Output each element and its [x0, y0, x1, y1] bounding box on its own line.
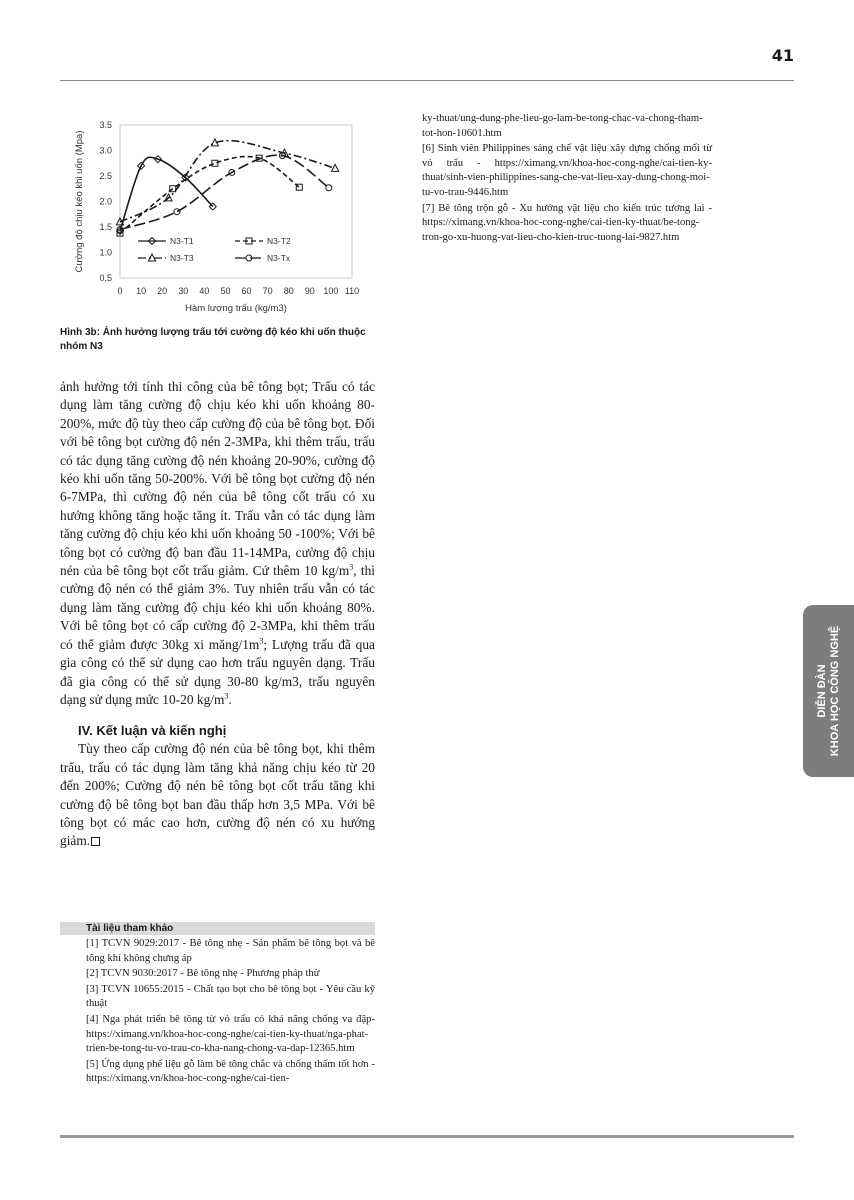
x-tick-label: 40: [199, 286, 210, 296]
references-heading: Tài liệu tham khảo: [60, 922, 375, 935]
x-tick-label: 60: [241, 286, 252, 296]
x-tick-label: 110: [344, 286, 360, 296]
x-tick-label: 20: [157, 286, 168, 296]
x-tick-label: 0: [117, 286, 123, 296]
legend-entry: [235, 253, 291, 263]
y-axis-label: Cường độ chịu kéo khi uốn (Mpa): [74, 130, 85, 273]
plot-area-frame: [120, 125, 352, 278]
text-run: ảnh hưởng tới tính thi công của bê tông bọt; Trấu có tác dụng làm tăng cường độ chịu kéo khi uốn khoảng 80-200%, mức độ tùy theo cấp cường độ của bê tông bọt. Đối với bê tông bọt cường độ nén 2-3MPa, khi thêm trấu, trấu có tác dụng tăng cường độ nén khoảng 20-90%, cường độ kéo khi uốn tăng 50-200%. Với bê tông bọt cường độ nén 6-7MPa, thì cường độ nén của bê tông cốt trấu có xu hướng không tăng hoặc tăng ít. Trấu vẫn có tác dụng làm tăng cường độ chịu kéo khi uốn khoảng 50 -100%; Với bê tông bọt có cường độ ban đầu 11-14MPa, cường độ chịu nén của bê tông bọt cốt trấu giảm. Cứ thêm 10 kg/m: [60, 379, 375, 579]
side-tab-line: KHOA HỌC CÔNG NGHỆ: [828, 625, 841, 757]
figure-chart: [60, 105, 380, 325]
references-left: [60, 922, 375, 1088]
legend-label: N3-T1: [170, 236, 194, 246]
header-rule: [60, 80, 794, 81]
reference-item: [2] TCVN 9030:2017 - Bê tông nhẹ - Phương pháp thử: [86, 968, 320, 980]
y-tick-label: 2.0: [99, 196, 112, 207]
series-line: [120, 155, 329, 229]
x-tick-label: 50: [220, 286, 231, 296]
x-tick-label: 90: [304, 286, 315, 296]
series-n3-t1: [117, 156, 217, 235]
series-n3-tx: [117, 153, 332, 233]
x-tick-label: 30: [178, 286, 189, 296]
reference-item: [4] Nga phát triển bê tông từ vỏ trấu có khả năng chống va đập-https://ximang.vn/khoa-hoc-cong-nghe/cai-tien-ky-thuat/nga-phat-trien-be-tong-tu-vo-trau-co-kha-nang-chong-va-dap-12365.htm: [86, 1013, 375, 1055]
reference-item: ky-thuat/ung-dung-phe-lieu-go-lam-be-tong-chac-va-chong-tham-tot-hon-10601.htm: [422, 113, 703, 139]
side-tab-line: DIỄN ĐÀN: [815, 664, 828, 718]
x-tick-label: 80: [283, 286, 294, 296]
x-tick-label: 70: [262, 286, 273, 296]
body-paragraph: [60, 378, 375, 709]
conclusion-text: Tùy theo cấp cường độ nén của bê tông bọt, khi thêm trấu, trấu có tác dụng làm tăng khả năng chịu kéo từ 20 đến 200%; Cường độ nén bê tông bọt cốt trấu tăng khi cường độ bê tông bọt ban đầu thấp hơn 3,5 MPa. Với bê tông bọt có mác cao hơn, cường độ nén có xu hướng giảm.: [60, 741, 375, 849]
reference-item: [6] Sinh viên Philippines sáng chế vật liệu xây dựng chống mối từ vỏ trấu - https://ximang.vn/khoa-hoc-cong-nghe/cai-tien-ky-thuat/sinh-vien-philippines-sang-che-vat-lieu-xay-dung-chong-moi-tu-vo-trau-9446.htm: [422, 143, 712, 198]
text-run: ; Lượng trấu đã qua gia công có thể sử dụng cao hơn trấu nguyên dạng. Trấu đã gia công có thể sử dụng 30-80 kg/m3, trấu nguyên dạng sử dụng mức 10-20 kg/m: [60, 636, 375, 707]
x-axis-label: Hàm lượng trấu (kg/m3): [185, 303, 287, 314]
y-tick-label: 2.5: [99, 171, 112, 181]
y-tick-label: 0.5: [99, 273, 112, 283]
legend-entry: [138, 253, 194, 263]
legend-entry: [235, 236, 291, 246]
figure-caption: Hình 3b: Ảnh hưởng lượng trấu tới cường độ kéo khi uốn thuộc nhóm N3: [60, 327, 366, 352]
superscript: 3: [259, 636, 264, 646]
reference-item: [1] TCVN 9029:2017 - Bê tông nhẹ - Sản phẩm bê tông bọt và bê tông khí không chưng áp: [86, 938, 375, 964]
left-column: [60, 378, 375, 851]
y-tick-label: 1.0: [99, 247, 112, 258]
y-tick-label: 3.5: [99, 120, 112, 130]
section-heading: IV. Kết luận và kiến nghị: [78, 723, 227, 739]
footer-rule: [60, 1135, 794, 1138]
y-tick-label: 1.5: [99, 222, 112, 232]
text-run: .: [228, 691, 232, 707]
series-line: [120, 157, 299, 234]
references-right: [422, 112, 712, 246]
legend-label: N3-Tx: [267, 253, 291, 263]
text-run: , thì cường độ nén có thể giảm 3%. Tuy nhiên trấu vẫn có tác dụng làm tăng cường độ chịu kéo khi uốn khoảng 80%. Với bê tông bọt có cấp cường độ 2-3MPa, khi thêm trấu có thể giảm được 30kg xi măng/1m: [60, 563, 375, 652]
series-line: [120, 141, 335, 222]
section-side-tab: [803, 605, 854, 777]
superscript: 3: [224, 691, 229, 701]
x-tick-label: 100: [323, 286, 339, 296]
page-number: 41: [771, 46, 794, 65]
reference-item: [7] Bê tông trộn gỗ - Xu hướng vật liệu cho kiến trúc tương lai -https://ximang.vn/khoa-hoc-cong-nghe/cai-tien-ky-thuat/be-tong-tron-go-xu-huong-vat-lieu-cho-kien-truc-tuong-lai-9827.htm: [422, 202, 712, 243]
legend-label: N3-T3: [170, 253, 194, 263]
conclusion-paragraph: [60, 740, 375, 850]
y-tick-label: 3.0: [99, 145, 112, 156]
side-tab-label: [816, 626, 842, 756]
reference-item: [5] Ứng dụng phế liệu gỗ làm bê tông chắc và chống thấm tốt hơn -https://ximang.vn/khoa-hoc-cong-nghe/cai-tien-: [86, 1058, 375, 1085]
x-tick-label: 10: [136, 286, 147, 296]
superscript: 3: [349, 562, 354, 572]
series-n3-t3: [116, 139, 338, 225]
data-point-circle: [174, 209, 180, 215]
legend-label: N3-T2: [267, 236, 291, 246]
data-point-circle: [326, 185, 332, 191]
reference-item: [3] TCVN 10655:2015 - Chất tạo bọt cho bê tông bọt - Yêu cầu kỹ thuật: [86, 983, 375, 1010]
end-mark-icon: [91, 837, 100, 846]
legend-entry: [138, 236, 194, 246]
chart-svg: [60, 105, 380, 325]
